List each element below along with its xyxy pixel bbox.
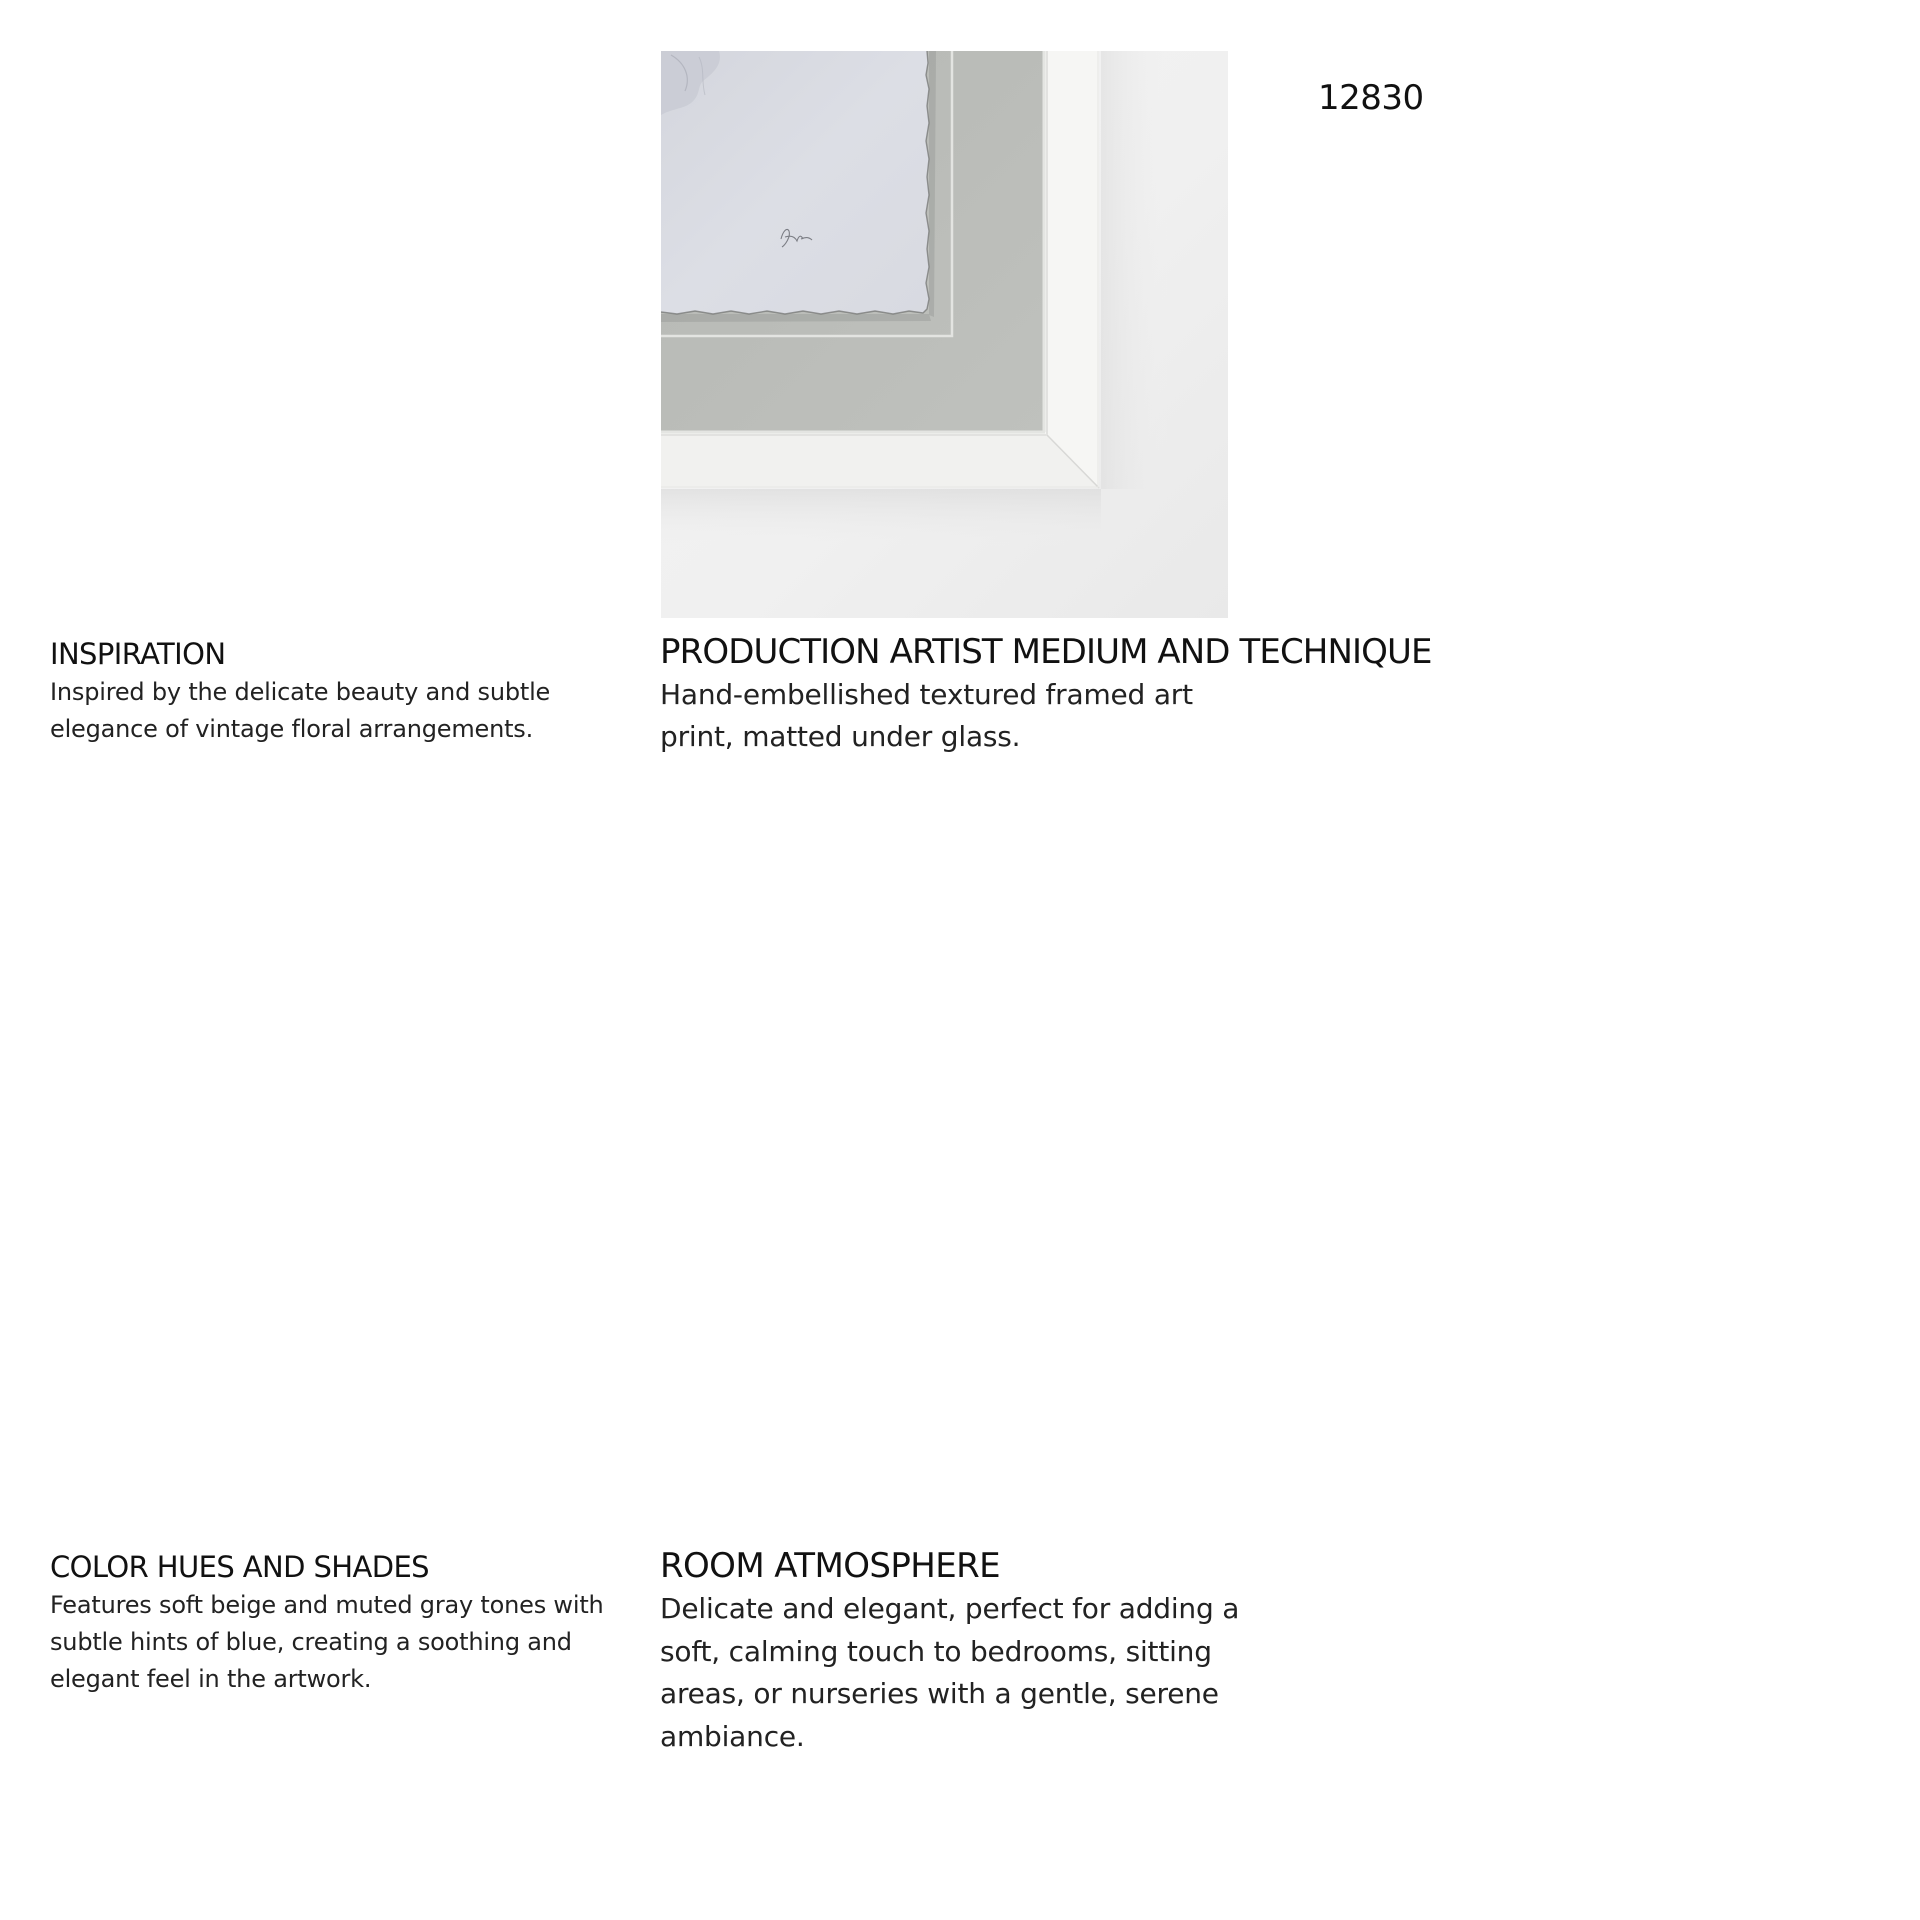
inspiration-body: Inspired by the delicate beauty and subtle elegance of vintage floral arrangements. (50, 678, 551, 743)
color-body: Features soft beige and muted gray tones with subtle hints of blue, creating a soothing and elegant feel in the artwork. (50, 1591, 604, 1693)
inspiration-title: INSPIRATION (50, 637, 226, 671)
production-body: Hand-embellished textured framed art print, matted under glass. (660, 678, 1193, 753)
product-code: 12830 (1318, 78, 1424, 118)
production-section (660, 632, 1480, 758)
production-title: PRODUCTION ARTIST MEDIUM AND TECHNIQUE (660, 632, 1432, 672)
room-title: ROOM ATMOSPHERE (660, 1546, 1001, 1586)
color-title: COLOR HUES AND SHADES (50, 1550, 429, 1584)
product-photo (661, 51, 1228, 618)
color-section (50, 1549, 630, 1698)
art-paper (661, 51, 929, 314)
room-section (660, 1546, 1260, 1758)
inspiration-section (50, 636, 620, 748)
room-body: Delicate and elegant, perfect for adding a soft, calming touch to bedrooms, sitting areas, or nurseries with a gentle, serene ambiance. (660, 1592, 1240, 1753)
